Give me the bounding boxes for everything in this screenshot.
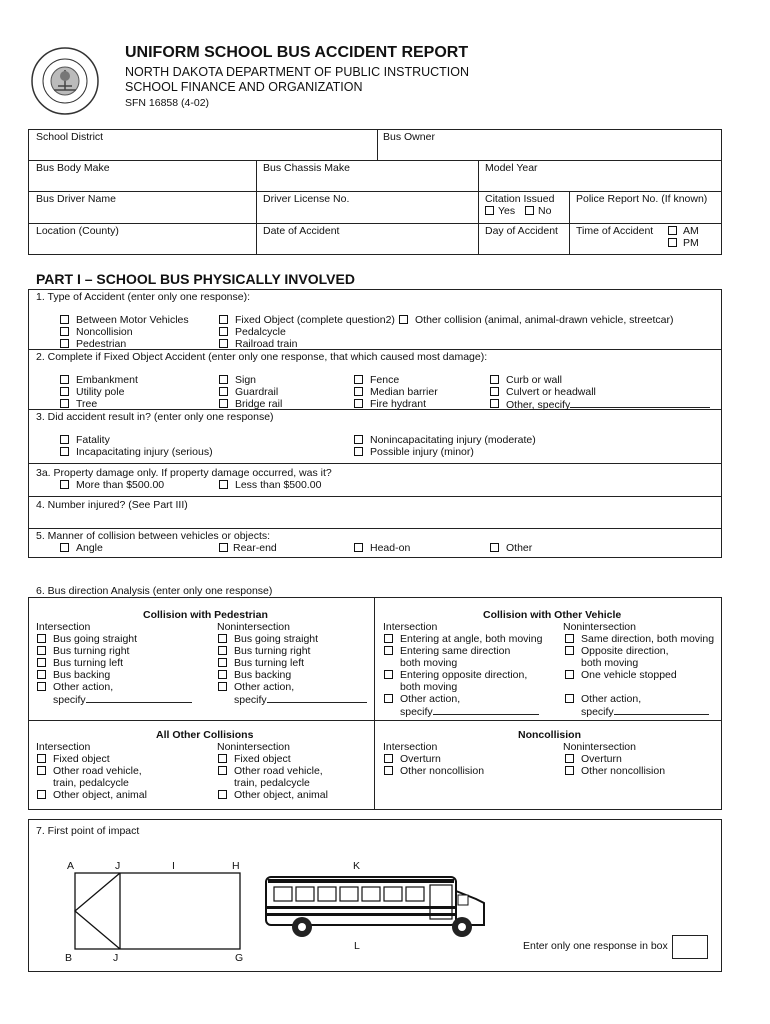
ped-non-right-checkbox[interactable] <box>218 646 227 655</box>
driver-license-field[interactable]: Driver License No. <box>263 193 350 205</box>
department-name: NORTH DAKOTA DEPARTMENT OF PUBLIC INSTRUCTION <box>125 65 470 79</box>
q3-opt-label: Nonincapacitating injury (moderate) <box>370 434 536 446</box>
head-on-checkbox[interactable] <box>354 543 363 552</box>
time-of-accident-field[interactable]: Time of Accident <box>576 225 654 237</box>
all-other-heading: All Other Collisions <box>156 729 254 741</box>
impact-point-i: I <box>172 860 175 872</box>
other-manner-checkbox[interactable] <box>490 543 499 552</box>
veh-int-angle-checkbox[interactable] <box>384 634 393 643</box>
ped-non-backing-checkbox[interactable] <box>218 670 227 679</box>
q1-opt-label: Pedalcycle <box>235 326 286 338</box>
oth-opt-label: Other object, animal <box>53 789 147 801</box>
oth-opt-label: train, pedalcycle <box>53 777 129 789</box>
intersection-label: Intersection <box>383 741 438 753</box>
ped-non-left-checkbox[interactable] <box>218 658 227 667</box>
oth-int-animal-checkbox[interactable] <box>37 790 46 799</box>
bridge-rail-checkbox[interactable] <box>219 399 228 408</box>
nc-non-other-checkbox[interactable] <box>565 766 574 775</box>
nonintersection-label: Nonintersection <box>563 621 636 633</box>
q3a-opt-label: Less than $500.00 <box>235 479 322 491</box>
q2-other-specify[interactable] <box>506 398 710 411</box>
veh-opt-label: both moving <box>400 681 458 693</box>
tree-checkbox[interactable] <box>60 399 69 408</box>
veh-non-opposite-checkbox[interactable] <box>565 646 574 655</box>
q3-label: 3. Did accident result in? (enter only one response) <box>36 411 274 423</box>
q7-label: 7. First point of impact <box>36 825 140 837</box>
q2-opt-label: Fence <box>370 374 400 386</box>
nc-opt-label: Other noncollision <box>400 765 485 777</box>
intersection-label: Intersection <box>383 621 438 633</box>
q1-opt-label: Other collision (animal, animal-drawn vehicle, streetcar) <box>415 314 674 326</box>
q3-opt-label: Fatality <box>76 434 110 446</box>
nc-non-overturn-checkbox[interactable] <box>565 754 574 763</box>
nc-opt-label: Overturn <box>400 753 441 765</box>
nonincapacitating-checkbox[interactable] <box>354 435 363 444</box>
school-district-field[interactable]: School District <box>36 131 104 143</box>
bus-owner-field[interactable]: Bus Owner <box>383 131 435 143</box>
q2-label: 2. Complete if Fixed Object Accident (enter only one response, that which caused most damage): <box>36 351 488 363</box>
citation-issued-label: Citation Issued <box>485 193 555 205</box>
q3-opt-label: Possible injury (minor) <box>370 446 474 458</box>
location-county-field[interactable]: Location (County) <box>36 225 119 237</box>
intersection-label: Intersection <box>36 621 91 633</box>
impact-point-l: L <box>354 940 360 952</box>
utility-pole-checkbox[interactable] <box>60 387 69 396</box>
noncollision-checkbox[interactable] <box>60 327 69 336</box>
nonintersection-label: Nonintersection <box>217 741 290 753</box>
citation-yes-label: Yes <box>498 205 516 217</box>
date-of-accident-field[interactable]: Date of Accident <box>263 225 340 237</box>
q2-opt-label: Median barrier <box>370 386 438 398</box>
ped-opt-label: Bus turning left <box>53 657 124 669</box>
specify-label: specify <box>53 694 86 706</box>
bus-chassis-make-field[interactable]: Bus Chassis Make <box>263 162 350 174</box>
specify-label: specify <box>234 694 267 706</box>
ped-opt-label: Bus turning left <box>234 657 305 669</box>
impact-point-g: G <box>235 952 244 964</box>
veh-opt-label: Entering opposite direction, <box>400 669 528 681</box>
oth-non-animal-checkbox[interactable] <box>218 790 227 799</box>
pedalcycle-checkbox[interactable] <box>219 327 228 336</box>
ped-opt-label: Bus turning right <box>53 645 130 657</box>
form-number: SFN 16858 (4-02) <box>125 97 210 109</box>
citation-no-checkbox[interactable] <box>525 206 534 215</box>
pedestrian-heading: Collision with Pedestrian <box>143 609 268 621</box>
pm-checkbox[interactable] <box>668 238 677 247</box>
ped-opt-label: Bus backing <box>53 669 111 681</box>
q2-opt-label: Sign <box>235 374 257 386</box>
ped-opt-label: Bus going straight <box>53 633 138 645</box>
rear-end-checkbox[interactable] <box>219 543 228 552</box>
nonintersection-label: Nonintersection <box>563 741 636 753</box>
nc-int-overturn-checkbox[interactable] <box>384 754 393 763</box>
veh-opt-label: both moving <box>400 657 458 669</box>
ped-int-backing-checkbox[interactable] <box>37 670 46 679</box>
q2-opt-label: Curb or wall <box>506 374 563 386</box>
embankment-checkbox[interactable] <box>60 375 69 384</box>
impact-point-a: A <box>67 860 75 872</box>
q5-opt-label: Angle <box>76 542 103 554</box>
other-collision-checkbox[interactable] <box>399 315 408 324</box>
pedestrian-checkbox[interactable] <box>60 339 69 348</box>
veh-opt-label: One vehicle stopped <box>581 669 677 681</box>
angle-checkbox[interactable] <box>60 543 69 552</box>
ped-opt-label: Bus backing <box>234 669 292 681</box>
q3a-opt-label: More than $500.00 <box>76 479 165 491</box>
intersection-label: Intersection <box>36 741 91 753</box>
impact-point-j-bottom: J <box>113 952 119 964</box>
between-motor-vehicles-checkbox[interactable] <box>60 315 69 324</box>
enter-one-response-label: Enter only one response in box <box>523 940 668 952</box>
specify-label: specify <box>581 706 614 718</box>
oth-opt-label: Other object, animal <box>234 789 328 801</box>
q5-opt-label: Head-on <box>370 542 411 554</box>
q2-opt-label: Guardrail <box>235 386 279 398</box>
ped-opt-label: Bus going straight <box>234 633 319 645</box>
incapacitating-checkbox[interactable] <box>60 447 69 456</box>
oth-opt-label: Other road vehicle, <box>234 765 323 777</box>
more-than-500-checkbox[interactable] <box>60 480 69 489</box>
oth-opt-label: Other road vehicle, <box>53 765 142 777</box>
impact-point-h: H <box>232 860 240 872</box>
q2-opt-label: Culvert or headwall <box>506 386 596 398</box>
impact-point-b: B <box>65 952 73 964</box>
police-report-field[interactable]: Police Report No. (If known) <box>576 193 708 205</box>
veh-opt-label: both moving <box>581 657 639 669</box>
veh-non-same-checkbox[interactable] <box>565 634 574 643</box>
ped-int-left-checkbox[interactable] <box>37 658 46 667</box>
nc-opt-label: Overturn <box>581 753 622 765</box>
veh-opt-label: Other action, <box>581 693 642 705</box>
impact-point-k: K <box>353 860 361 872</box>
ped-opt-label: Other action, <box>53 681 114 693</box>
veh-opt-label: Entering at angle, both moving <box>400 633 543 645</box>
q6-label: 6. Bus direction Analysis (enter only one response) <box>36 585 273 597</box>
q1-opt-label: Fixed Object (complete question2) <box>235 314 395 326</box>
veh-non-other-checkbox[interactable] <box>565 694 574 703</box>
other-specify-checkbox[interactable] <box>490 399 499 408</box>
q1-opt-label: Pedestrian <box>76 338 127 350</box>
impact-response-box[interactable] <box>672 935 708 959</box>
guardrail-checkbox[interactable] <box>219 387 228 396</box>
ped-int-right-checkbox[interactable] <box>37 646 46 655</box>
bus-driver-name-field[interactable]: Bus Driver Name <box>36 193 116 205</box>
railroad-train-checkbox[interactable] <box>219 339 228 348</box>
fire-hydrant-checkbox[interactable] <box>354 399 363 408</box>
noncollision-heading: Noncollision <box>518 729 581 741</box>
nc-int-other-checkbox[interactable] <box>384 766 393 775</box>
ped-int-straight-checkbox[interactable] <box>37 634 46 643</box>
q2-opt-label: Other, specify <box>506 399 571 411</box>
culvert-checkbox[interactable] <box>490 387 499 396</box>
model-year-field[interactable]: Model Year <box>485 162 538 174</box>
q1-opt-label: Noncollision <box>76 326 133 338</box>
veh-int-other-checkbox[interactable] <box>384 694 393 703</box>
ped-non-specify[interactable] <box>234 693 367 706</box>
q2-opt-label: Fire hydrant <box>370 398 427 410</box>
q2-opt-label: Utility pole <box>76 386 125 398</box>
impact-diagram <box>74 872 244 955</box>
sign-checkbox[interactable] <box>219 375 228 384</box>
veh-non-stopped-checkbox[interactable] <box>565 670 574 679</box>
ped-non-other-checkbox[interactable] <box>218 682 227 691</box>
fixed-object-checkbox[interactable] <box>219 315 228 324</box>
ped-int-other-checkbox[interactable] <box>37 682 46 691</box>
day-of-accident-field[interactable]: Day of Accident <box>485 225 558 237</box>
ped-opt-label: Bus turning right <box>234 645 311 657</box>
q3a-label: 3a. Property damage only. If property damage occurred, was it? <box>36 467 332 479</box>
ped-opt-label: Other action, <box>234 681 295 693</box>
state-seal <box>30 46 100 116</box>
pm-label: PM <box>683 237 699 249</box>
q5-opt-label: Rear-end <box>233 542 277 554</box>
school-bus-illustration <box>262 869 492 944</box>
curb-or-wall-checkbox[interactable] <box>490 375 499 384</box>
nc-opt-label: Other noncollision <box>581 765 666 777</box>
am-checkbox[interactable] <box>668 226 677 235</box>
other-vehicle-heading: Collision with Other Vehicle <box>483 609 622 621</box>
division-name: SCHOOL FINANCE AND ORGANIZATION <box>125 80 363 94</box>
veh-int-specify[interactable] <box>400 705 539 718</box>
impact-point-j-top: J <box>115 860 121 872</box>
q1-opt-label: Railroad train <box>235 338 298 350</box>
q5-opt-label: Other <box>506 542 533 554</box>
veh-opt-label: Same direction, both moving <box>581 633 715 645</box>
citation-no-label: No <box>538 205 552 217</box>
possible-injury-checkbox[interactable] <box>354 447 363 456</box>
oth-opt-label: Fixed object <box>234 753 291 765</box>
oth-int-fixed-checkbox[interactable] <box>37 754 46 763</box>
q2-opt-label: Embankment <box>76 374 138 386</box>
fence-checkbox[interactable] <box>354 375 363 384</box>
am-label: AM <box>683 225 699 237</box>
q4-number-injured[interactable]: 4. Number injured? (See Part III) <box>36 499 188 511</box>
less-than-500-checkbox[interactable] <box>219 480 228 489</box>
q3-opt-label: Incapacitating injury (serious) <box>76 446 213 458</box>
median-barrier-checkbox[interactable] <box>354 387 363 396</box>
oth-opt-label: Fixed object <box>53 753 110 765</box>
fatality-checkbox[interactable] <box>60 435 69 444</box>
veh-opt-label: Other action, <box>400 693 461 705</box>
form-title: UNIFORM SCHOOL BUS ACCIDENT REPORT <box>125 44 469 61</box>
veh-non-specify[interactable] <box>581 705 709 718</box>
bus-body-make-field[interactable]: Bus Body Make <box>36 162 110 174</box>
part1-title: PART I – SCHOOL BUS PHYSICALLY INVOLVED <box>36 271 355 287</box>
oth-int-road-vehicle-checkbox[interactable] <box>37 766 46 775</box>
oth-non-fixed-checkbox[interactable] <box>218 754 227 763</box>
q2-opt-label: Bridge rail <box>235 398 283 410</box>
citation-yes-checkbox[interactable] <box>485 206 494 215</box>
q2-opt-label: Tree <box>76 398 98 410</box>
veh-int-same-checkbox[interactable] <box>384 646 393 655</box>
q1-label: 1. Type of Accident (enter only one response): <box>36 291 251 303</box>
nonintersection-label: Nonintersection <box>217 621 290 633</box>
ped-int-specify[interactable] <box>53 693 192 706</box>
q5-label: 5. Manner of collision between vehicles or objects: <box>36 530 271 542</box>
ped-non-straight-checkbox[interactable] <box>218 634 227 643</box>
veh-int-opposite-checkbox[interactable] <box>384 670 393 679</box>
specify-label: specify <box>400 706 433 718</box>
q1-opt-label: Between Motor Vehicles <box>76 314 189 326</box>
oth-non-road-vehicle-checkbox[interactable] <box>218 766 227 775</box>
oth-opt-label: train, pedalcycle <box>234 777 310 789</box>
veh-opt-label: Entering same direction <box>400 645 511 657</box>
veh-opt-label: Opposite direction, <box>581 645 669 657</box>
